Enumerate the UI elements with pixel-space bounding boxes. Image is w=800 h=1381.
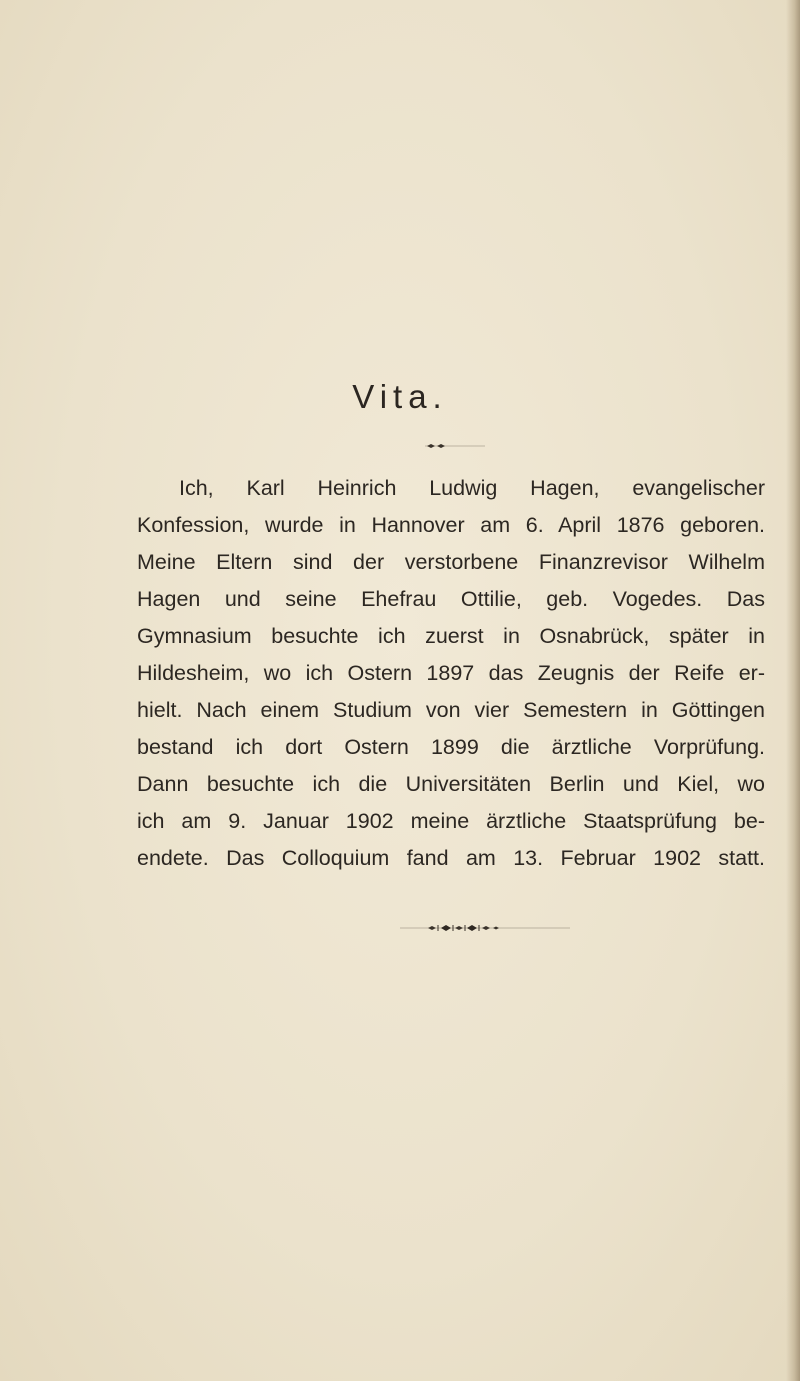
text-line: Hagen und seine Ehefrau Ottilie, geb. Vogedes. Das [137,587,765,611]
vita-body-text [137,470,765,877]
text-line: hielt. Nach einem Studium von vier Semestern in Göttingen [137,698,765,722]
text-line: endete. Das Colloquium fand am 13. Februar 1902 statt. [137,846,765,870]
text-line: Konfession, wurde in Hannover am 6. April 1876 geboren. [137,513,765,537]
text-line: Gymnasium besuchte ich zuerst in Osnabrück, später in [137,624,765,648]
text-line: ich am 9. Januar 1902 meine ärztliche Staatsprüfung be- [137,809,765,833]
text-line: Ich, Karl Heinrich Ludwig Hagen, evangelischer [179,476,765,500]
text-line: Meine Eltern sind der verstorbene Finanzrevisor Wilhelm [137,550,765,574]
text-line: Hildesheim, wo ich Ostern 1897 das Zeugnis der Reife er- [137,661,765,685]
end-ornament-divider [400,922,570,934]
small-ornament-divider [425,441,485,451]
page-edge-shadow [786,0,800,1381]
page-title: Vita. [352,378,448,415]
text-line: Dann besuchte ich die Universitäten Berlin und Kiel, wo [137,772,765,796]
text-line: bestand ich dort Ostern 1899 die ärztliche Vorprüfung. [137,735,765,759]
